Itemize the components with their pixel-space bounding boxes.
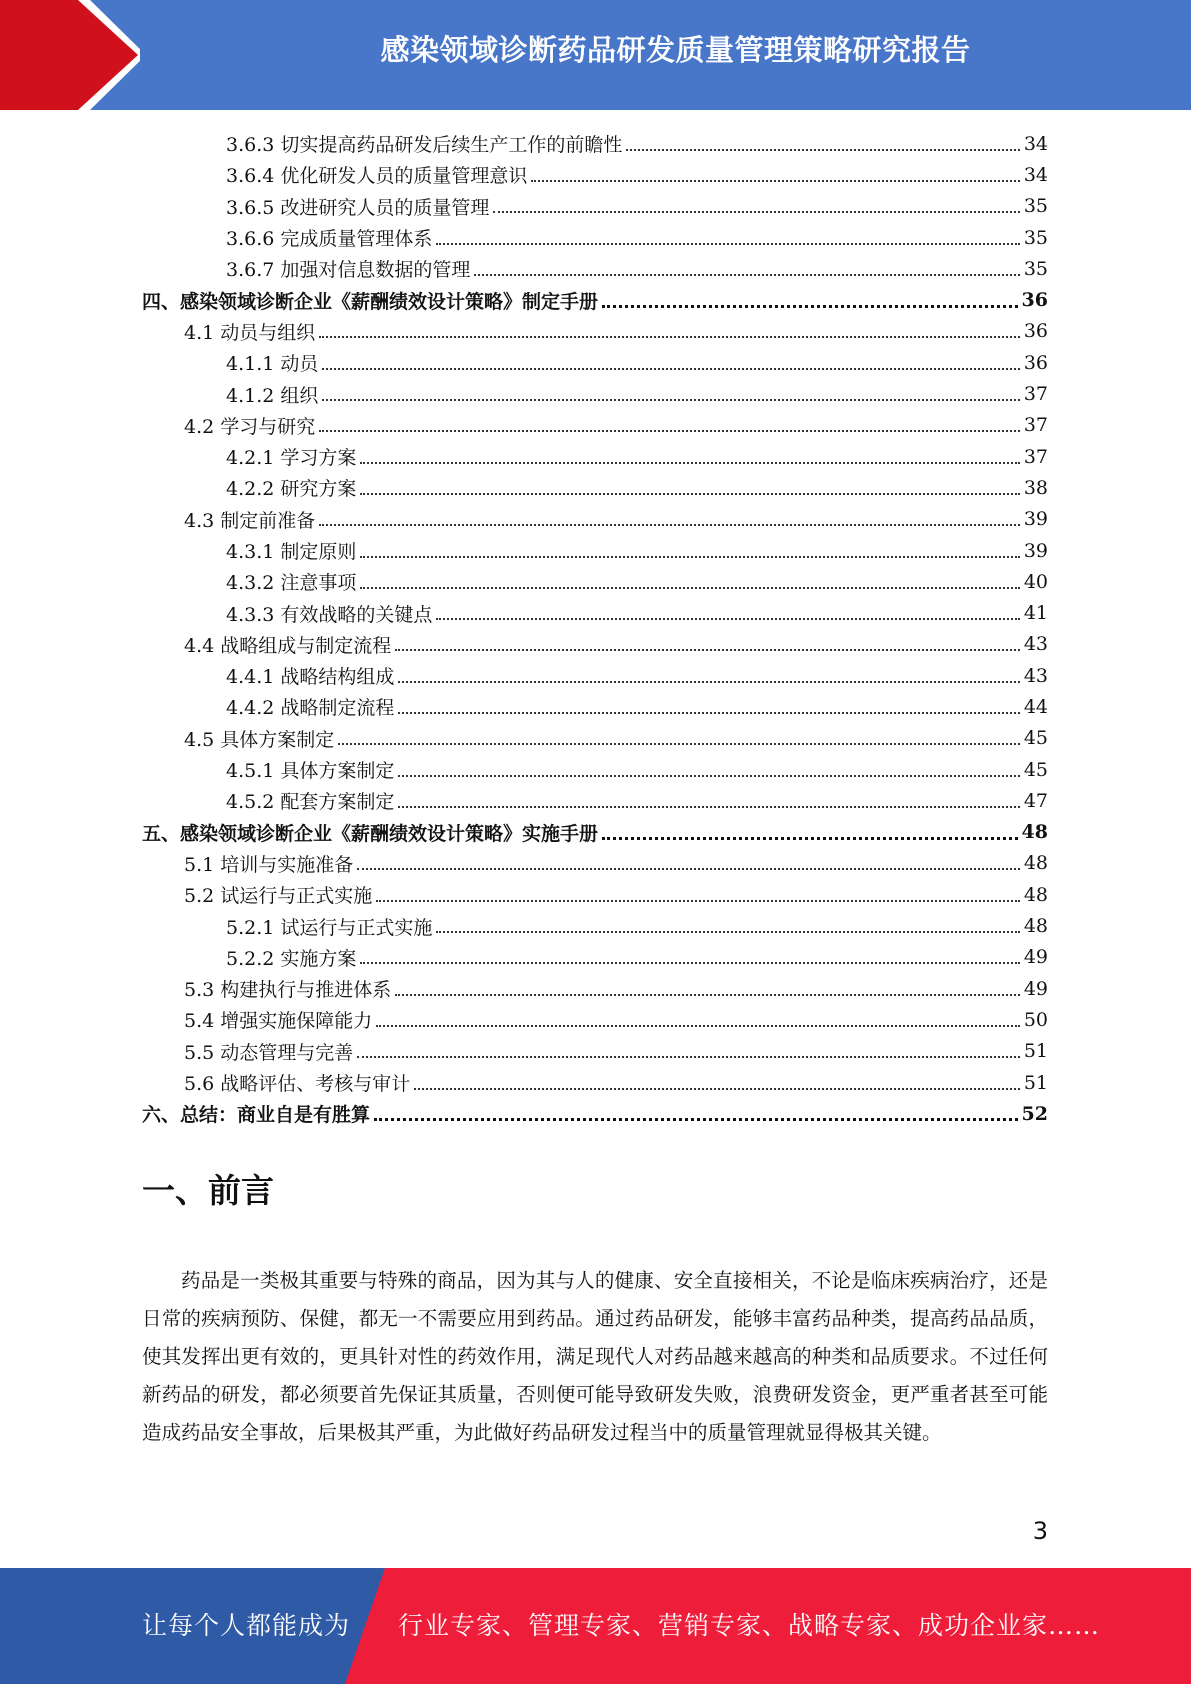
- toc-entry-label: 5.1 培训与实施准备: [184, 850, 355, 877]
- toc-dot-leader: [531, 180, 1019, 182]
- toc-entry[interactable]: [142, 785, 1048, 816]
- toc-entry-page: 49: [1023, 946, 1048, 969]
- toc-entry-label: 4.4.2 战略制定流程: [226, 693, 396, 720]
- table-of-contents: [142, 128, 1048, 1130]
- toc-entry-page: 44: [1023, 695, 1048, 718]
- toc-entry[interactable]: [142, 347, 1048, 378]
- toc-entry[interactable]: [142, 316, 1048, 347]
- toc-entry-page: 51: [1023, 1071, 1048, 1094]
- toc-entry-label: 3.6.6 完成质量管理体系: [226, 224, 434, 251]
- toc-entry-label: 4.2.2 研究方案: [226, 474, 358, 501]
- toc-entry-label: 4.4.1 战略结构组成: [226, 662, 396, 689]
- toc-entry[interactable]: [142, 535, 1048, 566]
- toc-entry[interactable]: [142, 191, 1048, 222]
- toc-entry-label: 4.3.2 注意事项: [226, 568, 358, 595]
- toc-entry-page: 50: [1023, 1008, 1048, 1031]
- toc-entry-label: 3.6.3 切实提高药品研发后续生产工作的前瞻性: [226, 130, 624, 157]
- body-paragraph: 药品是一类极其重要与特殊的商品，因为其与人的健康、安全直接相关，不论是临床疾病治疗，还是日常的疾病预防、保健，都无一不需要应用到药品。通过药品研发，能够丰富药品种类，提高药品品质，使其发挥出更有效的，更具针对性的药效作用，满足现代人对药品越来越高的种类和品质要求。不过任何新药品的研发，都必须要首先保证其质量，否则便可能导致研发失败，浪费研发资金，更严重者甚至可能造成药品安全事故，后果极其严重，为此做好药品研发过程当中的质量管理就显得极其关键。: [142, 1269, 1048, 1444]
- toc-dot-leader: [374, 1118, 1018, 1121]
- toc-dot-leader: [319, 336, 1020, 338]
- toc-dot-leader: [360, 462, 1019, 464]
- toc-entry-label: 3.6.4 优化研发人员的质量管理意识: [226, 161, 529, 188]
- toc-entry-label: 4.3.1 制定原则: [226, 537, 358, 564]
- toc-entry-page: 35: [1023, 226, 1048, 249]
- toc-dot-leader: [376, 1025, 1020, 1027]
- toc-dot-leader: [319, 524, 1020, 526]
- toc-entry[interactable]: [142, 848, 1048, 879]
- toc-entry[interactable]: [142, 472, 1048, 503]
- toc-entry-label: 4.1.1 动员: [226, 349, 320, 376]
- toc-dot-leader: [360, 587, 1019, 589]
- toc-entry[interactable]: [142, 253, 1048, 284]
- toc-entry-page: 38: [1023, 476, 1048, 499]
- toc-entry-page: 36: [1023, 351, 1048, 374]
- toc-entry-page: 35: [1023, 195, 1048, 218]
- toc-dot-leader: [398, 681, 1019, 683]
- toc-entry-label: 5.2 试运行与正式实施: [184, 881, 374, 908]
- toc-entry-page: 35: [1023, 257, 1048, 280]
- toc-dot-leader: [319, 430, 1020, 432]
- toc-entry-label: 5.6 战略评估、考核与审计: [184, 1069, 412, 1096]
- toc-dot-leader: [357, 868, 1020, 870]
- toc-entry[interactable]: [142, 1067, 1048, 1098]
- toc-entry-label: 3.6.7 加强对信息数据的管理: [226, 255, 472, 282]
- toc-dot-leader: [398, 806, 1019, 808]
- toc-entry-label: 5.2.1 试运行与正式实施: [226, 913, 434, 940]
- toc-entry-label: 3.6.5 改进研究人员的质量管理: [226, 193, 491, 220]
- toc-entry[interactable]: [142, 723, 1048, 754]
- toc-entry-page: 45: [1023, 758, 1048, 781]
- toc-entry-label: 4.1 动员与组织: [184, 318, 317, 345]
- toc-entry-label: 4.3 制定前准备: [184, 506, 317, 533]
- toc-entry-label: 4.3.3 有效战略的关键点: [226, 600, 434, 627]
- toc-entry-label: 5.5 动态管理与完善: [184, 1038, 355, 1065]
- toc-dot-leader: [398, 712, 1019, 714]
- toc-entry[interactable]: [142, 410, 1048, 441]
- toc-dot-leader: [436, 618, 1019, 620]
- toc-dot-leader: [376, 900, 1020, 902]
- footer-slogan-right: 行业专家、管理专家、营销专家、战略专家、成功企业家……: [398, 1611, 1101, 1640]
- toc-entry[interactable]: [142, 691, 1048, 722]
- toc-dot-leader: [398, 775, 1019, 777]
- toc-entry[interactable]: [142, 942, 1048, 973]
- section-heading: 一、前言: [142, 1171, 274, 1210]
- toc-entry-page: 41: [1023, 602, 1048, 625]
- toc-entry[interactable]: [142, 566, 1048, 597]
- toc-entry[interactable]: [142, 629, 1048, 660]
- page-header: [0, 0, 1191, 110]
- toc-entry-page: 48: [1021, 821, 1048, 844]
- toc-dot-leader: [360, 556, 1019, 558]
- toc-entry-page: 40: [1023, 570, 1048, 593]
- toc-entry-label: 5.2.2 实施方案: [226, 944, 358, 971]
- page-footer: [0, 1568, 1191, 1684]
- toc-entry[interactable]: [142, 128, 1048, 159]
- toc-dot-leader: [322, 368, 1019, 370]
- toc-dot-leader: [357, 1056, 1020, 1058]
- toc-entry-page: 39: [1023, 508, 1048, 531]
- toc-dot-leader: [436, 931, 1019, 933]
- toc-dot-leader: [626, 149, 1019, 151]
- page-number: 3: [1032, 1517, 1048, 1545]
- toc-dot-leader: [395, 994, 1020, 996]
- toc-entry-label: 4.2 学习与研究: [184, 412, 317, 439]
- toc-entry[interactable]: [142, 504, 1048, 535]
- toc-entry-page: 49: [1023, 977, 1048, 1000]
- toc-entry[interactable]: [142, 441, 1048, 472]
- toc-entry[interactable]: [142, 378, 1048, 409]
- toc-entry[interactable]: [142, 973, 1048, 1004]
- toc-entry-label: 4.5.2 配套方案制定: [226, 787, 396, 814]
- toc-entry[interactable]: [142, 754, 1048, 785]
- toc-entry[interactable]: [142, 1036, 1048, 1067]
- toc-dot-leader: [322, 399, 1019, 401]
- toc-entry[interactable]: [142, 222, 1048, 253]
- toc-entry-page: 52: [1021, 1102, 1048, 1125]
- toc-entry[interactable]: [142, 879, 1048, 910]
- toc-entry-label: 4.4 战略组成与制定流程: [184, 631, 393, 658]
- toc-dot-leader: [436, 243, 1019, 245]
- toc-dot-leader: [338, 743, 1020, 745]
- toc-entry-label: 四、感染领域诊断企业《薪酬绩效设计策略》制定手册: [142, 287, 600, 314]
- toc-entry[interactable]: [142, 1004, 1048, 1035]
- toc-dot-leader: [493, 211, 1019, 213]
- toc-entry-label: 5.4 增强实施保障能力: [184, 1006, 374, 1033]
- toc-entry-page: 34: [1023, 132, 1048, 155]
- toc-entry-page: 43: [1023, 633, 1048, 656]
- toc-entry-label: 5.3 构建执行与推进体系: [184, 975, 393, 1002]
- toc-dot-leader: [602, 305, 1018, 308]
- toc-entry-label: 4.5 具体方案制定: [184, 725, 336, 752]
- toc-entry-page: 37: [1023, 383, 1048, 406]
- toc-entry-page: 36: [1021, 289, 1048, 312]
- toc-entry-page: 37: [1023, 414, 1048, 437]
- toc-entry-page: 37: [1023, 445, 1048, 468]
- toc-entry[interactable]: [142, 817, 1048, 848]
- toc-entry[interactable]: [142, 284, 1048, 315]
- toc-entry-label: 4.2.1 学习方案: [226, 443, 358, 470]
- toc-entry-label: 4.5.1 具体方案制定: [226, 756, 396, 783]
- toc-dot-leader: [474, 274, 1019, 276]
- toc-entry[interactable]: [142, 910, 1048, 941]
- toc-entry-page: 36: [1023, 320, 1048, 343]
- footer-slogan-left: 让每个人都能成为: [142, 1611, 351, 1640]
- toc-entry-label: 4.1.2 组织: [226, 381, 320, 408]
- toc-entry-page: 45: [1023, 727, 1048, 750]
- toc-entry-page: 48: [1023, 883, 1048, 906]
- toc-dot-leader: [414, 1088, 1020, 1090]
- toc-dot-leader: [360, 962, 1019, 964]
- toc-entry-label: 六、总结：商业自是有胜算: [142, 1100, 372, 1127]
- toc-dot-leader: [395, 649, 1020, 651]
- toc-entry-page: 39: [1023, 539, 1048, 562]
- document-title: 感染领域诊断药品研发质量管理策略研究报告: [380, 33, 971, 67]
- toc-entry-page: 43: [1023, 664, 1048, 687]
- toc-entry[interactable]: [142, 1098, 1048, 1129]
- toc-entry[interactable]: [142, 660, 1048, 691]
- toc-entry-label: 五、感染领域诊断企业《薪酬绩效设计策略》实施手册: [142, 819, 600, 846]
- toc-entry[interactable]: [142, 159, 1048, 190]
- toc-entry-page: 34: [1023, 163, 1048, 186]
- toc-entry-page: 48: [1023, 852, 1048, 875]
- toc-entry[interactable]: [142, 597, 1048, 628]
- toc-entry-page: 47: [1023, 789, 1048, 812]
- toc-entry-page: 48: [1023, 915, 1048, 938]
- toc-dot-leader: [602, 837, 1018, 840]
- toc-dot-leader: [360, 493, 1019, 495]
- toc-entry-page: 51: [1023, 1040, 1048, 1063]
